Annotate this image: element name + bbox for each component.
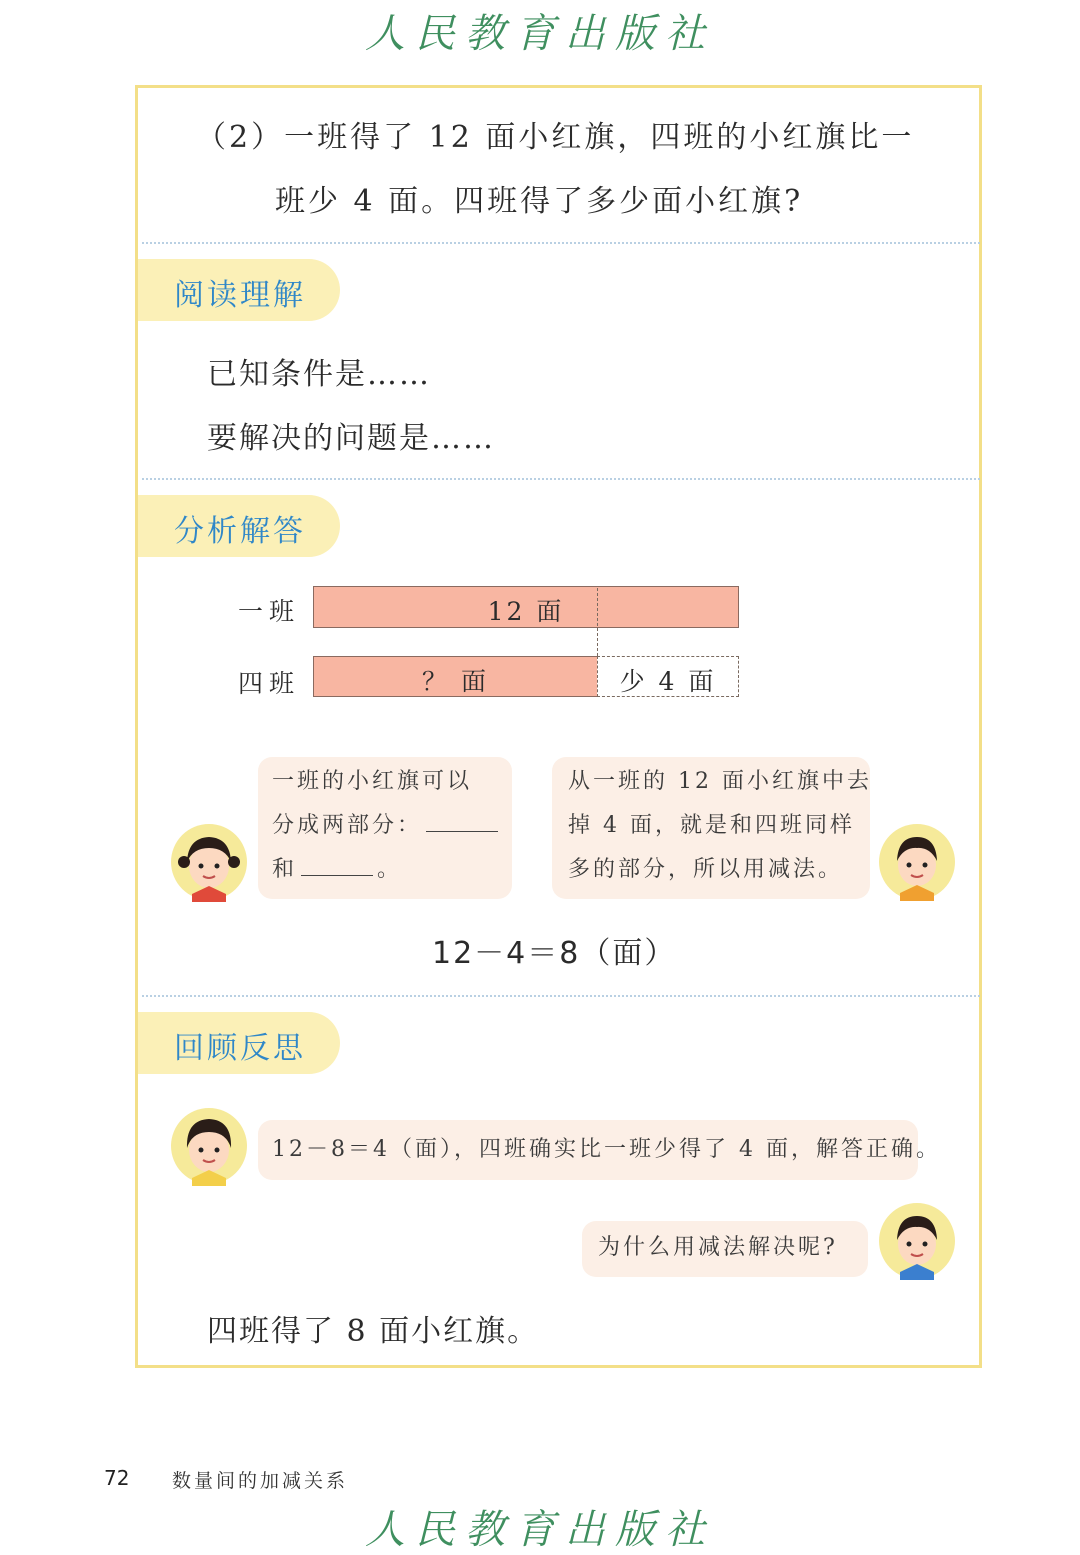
divider (142, 242, 980, 244)
section-tab-read (138, 259, 340, 321)
solution-equation: 12－4＝8（面） (432, 936, 677, 971)
publisher-watermark-top: 人民教育出版社 (365, 11, 715, 57)
blank-answer-1 (426, 811, 498, 832)
section-tab-review (138, 1012, 340, 1074)
girl-avatar (170, 1106, 248, 1186)
girl-review-text: 12－8＝4（面），四班确实比一班少得了 4 面，解答正确。 (272, 1137, 941, 1162)
divider (142, 995, 980, 997)
final-answer: 四班得了 8 面小红旗。 (207, 1314, 540, 1349)
girl-bubble-line-2 (272, 804, 502, 848)
girl-bubble-line-3-suffix: 。 (377, 857, 403, 882)
bar-class-1-label: 12 面 (487, 597, 565, 626)
boy-avatar (878, 1202, 956, 1280)
boy-review-text: 为什么用减法解决呢? (598, 1235, 838, 1260)
blank-answer-2 (301, 855, 373, 876)
girl-bubble-line-3-prefix: 和 (272, 857, 298, 882)
row-label-class-1: 一班 (238, 597, 301, 626)
known-conditions-line: 已知条件是…… (207, 357, 431, 392)
row-label-class-4: 四班 (238, 669, 301, 698)
boy-bubble-line-1: 从一班的 12 面小红旗中去 (568, 769, 872, 794)
question-line: 要解决的问题是…… (207, 421, 495, 456)
section-tab-analyze (138, 495, 340, 557)
girl-bubble-line-2-text: 分成两部分： (272, 813, 423, 838)
boy-bubble-line-2: 掉 4 面，就是和四班同样 (568, 813, 855, 838)
girl-avatar (170, 822, 248, 902)
section-title: 回顾反思 (174, 1031, 306, 1066)
missing-part-label: 少 4 面 (619, 667, 717, 696)
chapter-title: 数量间的加减关系 (172, 1470, 349, 1492)
girl-bubble-line-1: 一班的小红旗可以 (272, 769, 473, 794)
bar-class-4-label: ？ 面 (422, 667, 489, 696)
page-number: 72 (104, 1466, 130, 1490)
divider (142, 478, 980, 480)
section-title: 阅读理解 (174, 278, 306, 313)
boy-bubble-line-3: 多的部分，所以用减法。 (568, 857, 844, 882)
boy-avatar (878, 823, 956, 901)
section-title: 分析解答 (174, 514, 306, 549)
girl-bubble-line-3 (272, 848, 402, 892)
publisher-watermark-bottom: 人民教育出版社 (365, 1507, 715, 1553)
split-marker (597, 588, 598, 656)
problem-line-1: （2）一班得了 12 面小红旗，四班的小红旗比一 (196, 120, 915, 155)
problem-line-2: 班少 4 面。四班得了多少面小红旗? (275, 184, 804, 219)
